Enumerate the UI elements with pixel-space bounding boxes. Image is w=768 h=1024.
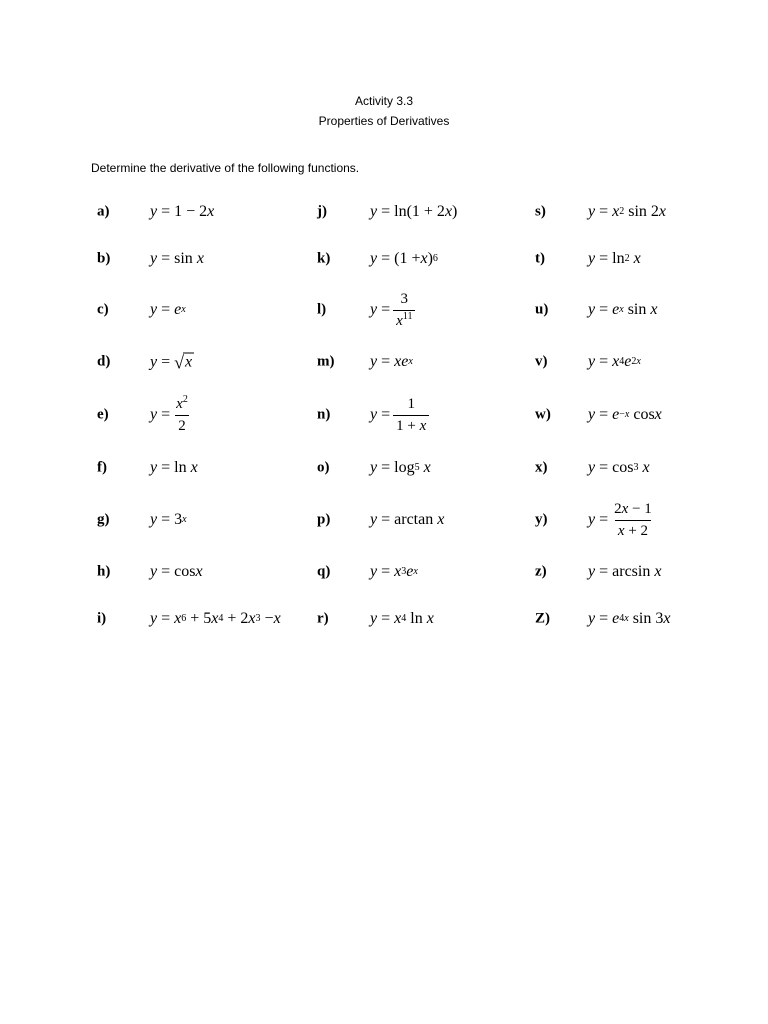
problem-label: u) (535, 301, 549, 318)
problem-label: o) (317, 459, 330, 476)
math-expression: y = x 6 + 5 x 4 + 2 x 3 − x (150, 610, 281, 627)
problem-label: t) (535, 250, 545, 267)
math-expression: y = e −x cos x (588, 406, 662, 423)
math-expression: y = (1 + x ) 6 (370, 250, 438, 267)
problem-label: m) (317, 353, 335, 370)
math-expression: y = e x (150, 301, 186, 318)
math-expression: y = $\frac{x^2}{2}$ (150, 394, 188, 434)
math-expression: y = cos x (150, 563, 203, 580)
problem-label: i) (97, 610, 107, 627)
math-expression: y = x 4 ln x (370, 610, 434, 627)
problem-label: a) (97, 203, 110, 220)
problem-label: s) (535, 203, 546, 220)
problem-label: b) (97, 250, 111, 267)
instruction-text: Determine the derivative of the following functions. (91, 161, 360, 175)
math-expression: y = ln 2 x (588, 250, 641, 267)
problem-label: k) (317, 250, 331, 267)
math-expression: y = $\frac{1}{1 + x}$ (370, 396, 429, 434)
math-expression: y = arcsin x (588, 563, 662, 580)
problem-label: w) (535, 406, 551, 423)
math-expression: y = xe x (370, 353, 413, 370)
page-subtitle: Properties of Derivatives (318, 114, 450, 128)
math-expression: y = 3 x (150, 511, 187, 528)
problem-label: f) (97, 459, 107, 476)
math-expression: y = cos 3 x (588, 459, 650, 476)
problem-label: x) (535, 459, 548, 476)
math-expression: y = √ x (150, 352, 193, 373)
math-expression: y = log 5 x (370, 459, 431, 476)
problem-label: c) (97, 301, 109, 318)
math-expression: y = x 2 sin 2 x (588, 203, 667, 220)
problem-label: j) (317, 203, 327, 220)
math-expression: y = arctan x (370, 511, 445, 528)
problem-label: p) (317, 511, 331, 528)
math-expression: y = e x sin x (588, 301, 658, 318)
math-expression: y = sin x (150, 250, 204, 267)
problem-label: d) (97, 353, 111, 370)
problem-label: h) (97, 563, 111, 580)
math-expression: y = $\frac{2x - 1}{x + 2}$ (588, 501, 652, 539)
math-expression: y = ln(1 + 2 x ) (370, 203, 458, 220)
problem-label: n) (317, 406, 331, 423)
problem-label: e) (97, 406, 109, 423)
math-expression: y = x 3 e x (370, 563, 418, 580)
problem-label: q) (317, 563, 331, 580)
math-expression: y = x 4 e 2x (588, 353, 641, 370)
math-expression: y = ln x (150, 459, 198, 476)
problem-label: r) (317, 610, 329, 627)
problem-label: z) (535, 563, 547, 580)
problem-label: y) (535, 511, 548, 528)
math-expression: y = e 4x sin 3 x (588, 610, 671, 627)
problem-label: g) (97, 511, 110, 528)
problem-label: Z) (535, 610, 550, 627)
math-expression: y = 1 − 2 x (150, 203, 215, 220)
problem-label: v) (535, 353, 548, 370)
problem-label: l) (317, 301, 327, 318)
math-expression: y = $\frac{3}{x^{11}}$ (370, 291, 415, 329)
page-title: Activity 3.3 (354, 94, 414, 108)
